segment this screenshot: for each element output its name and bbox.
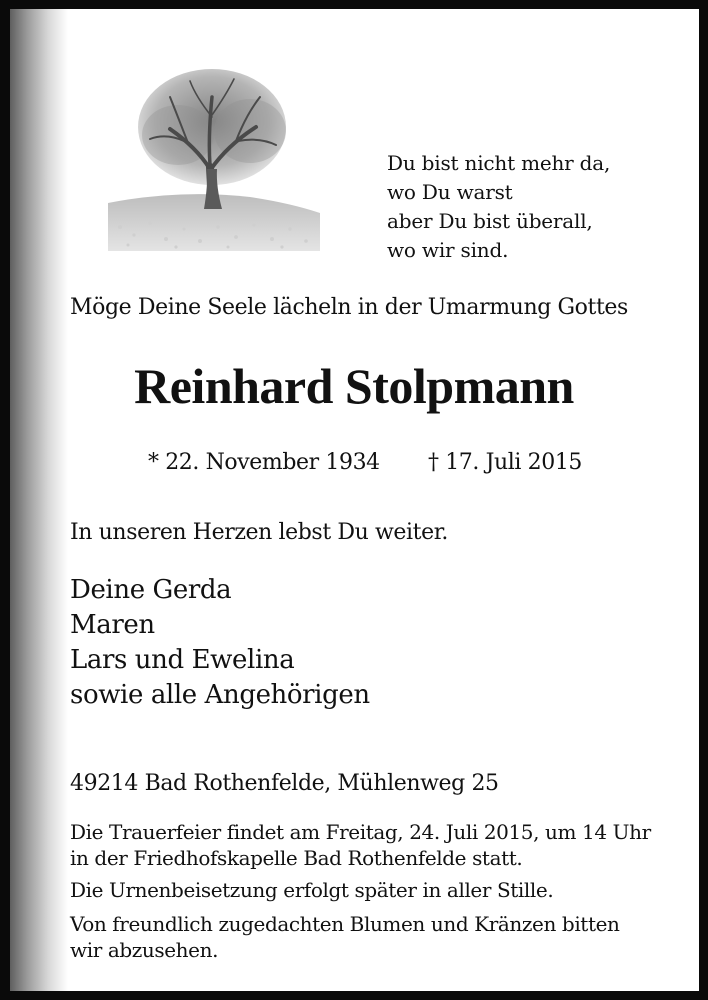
tree-illustration [100,57,324,253]
address: 49214 Bad Rothenfelde, Mühlenweg 25 [70,771,499,796]
poem-line: wo wir sind. [387,238,509,262]
mourners-list [70,573,370,713]
poem-line: wo Du warst [387,180,513,204]
notice-line: Von freundlich zugedachten Blumen und Kränzen bitten [70,912,620,936]
poem [387,149,610,265]
death-date: † 17. Juli 2015 [428,450,583,475]
poem-line: Du bist nicht mehr da, [387,151,611,175]
poem-line: aber Du bist überall, [387,209,593,233]
urn-notice: Die Urnenbeisetzung erfolgt später in aller Stille. [70,878,554,902]
funeral-notice [70,819,651,871]
deceased-name: Reinhard Stolpmann [134,358,574,414]
birth-date: * 22. November 1934 [148,450,380,475]
notice-line: Die Trauerfeier findet am Freitag, 24. Juli 2015, um 14 Uhr [70,820,651,844]
remembrance-line: In unseren Herzen lebst Du weiter. [70,520,448,545]
notice-line: wir abzusehen. [70,938,219,962]
mourner: sowie alle Angehörigen [70,680,370,710]
notice-line: in der Friedhofskapelle Bad Rothenfelde statt. [70,846,523,870]
page-shadow [10,9,68,991]
mourner: Lars und Ewelina [70,645,295,675]
motto: Möge Deine Seele lächeln in der Umarmung Gottes [70,295,628,320]
flowers-notice [70,911,620,963]
mourner: Maren [70,610,155,640]
mourner: Deine Gerda [70,575,232,605]
